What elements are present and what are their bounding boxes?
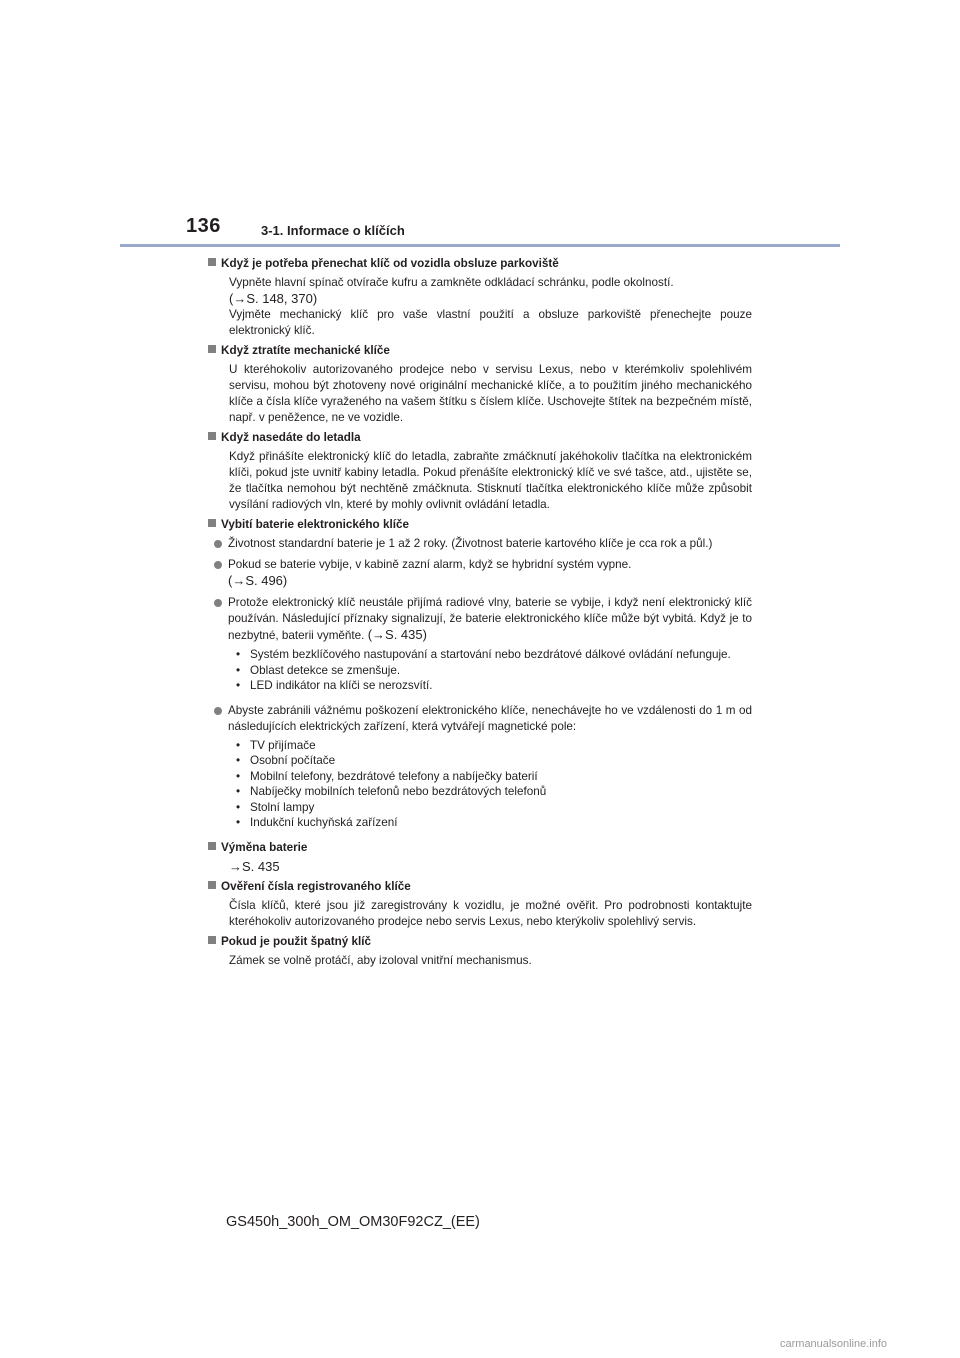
page-content xyxy=(208,256,752,973)
section-valet xyxy=(208,256,752,339)
bullet-list xyxy=(208,536,752,835)
square-marker-icon xyxy=(208,345,216,353)
section-heading: Ověření čísla registrovaného klíče xyxy=(208,879,752,895)
paragraph: Zámek se volně protáčí, aby izoloval vnitřní mechanismus. xyxy=(229,953,532,967)
section-heading: Když ztratíte mechanické klíče xyxy=(208,343,752,359)
section-heading: Vybití baterie elektronického klíče xyxy=(208,517,752,533)
section-title: 3-1. Informace o klíčích xyxy=(261,223,405,238)
section-battery-replacement xyxy=(208,840,752,875)
sub-list xyxy=(228,647,752,694)
square-marker-icon xyxy=(208,519,216,527)
list-item: • Osobní počítače xyxy=(236,754,336,767)
watermark: carmanualsonline.info xyxy=(780,1338,888,1350)
list-item: • Mobilní telefony, bezdrátové telefony a nabíječky baterií xyxy=(236,769,538,783)
bullet-dot-icon xyxy=(214,561,222,569)
section-key-number-check xyxy=(208,879,752,930)
list-item: • Stolní lampy xyxy=(236,800,315,814)
list-item: • Oblast detekce se zmenšuje. xyxy=(236,663,401,677)
section-airplane xyxy=(208,430,752,513)
square-marker-icon xyxy=(208,842,216,850)
square-marker-icon xyxy=(208,258,216,266)
header-divider xyxy=(120,244,840,247)
section-battery-depletion xyxy=(208,517,752,835)
section-heading: Pokud je použit špatný klíč xyxy=(208,934,752,950)
section-heading: Když je potřeba přenechat klíč od vozidla obsluze parkoviště xyxy=(208,256,752,272)
list-item: • TV přijímače xyxy=(236,738,316,752)
list-item: Pokud se baterie vybije, v kabině zazní alarm, když se hybridní systém vypne. (→S. 496) xyxy=(208,557,752,590)
bullet-dot-icon xyxy=(214,707,222,715)
section-heading: Výměna baterie xyxy=(208,840,752,856)
square-marker-icon xyxy=(208,881,216,889)
page-reference: (→S. 435) xyxy=(367,627,427,642)
page-header xyxy=(0,0,960,250)
page-reference: →S. 435 xyxy=(229,858,280,874)
section-lost-keys xyxy=(208,343,752,426)
list-item: Životnost standardní baterie je 1 až 2 roky. (Životnost baterie kartového klíče je cca rok a půl.) xyxy=(208,536,752,552)
list-item: Abyste zabránili vážnému poškození elektronického klíče, nenechávejte ho ve vzdálenosti do 1 m od následujících elektrických zařízení, která vytvářejí magnetické pole: • TV přijímače • Osobní počítače • Mobilní telefony, bezdrátové telefony a nabíječky baterií • Nabíječky mobilních telefonů nebo bezdrátových telefonů • Stolní lampy • Indukční kuchyňská zařízení xyxy=(208,703,752,835)
paragraph: Vyjměte mechanický klíč pro vaše vlastní použití a obsluze parkoviště přenechejte pouze elektronický klíč. xyxy=(229,308,752,337)
list-item: • Systém bezklíčového nastupování a startování nebo bezdrátové dálkové ovládání nefunguje. xyxy=(236,648,731,661)
bullet-dot-icon xyxy=(214,599,222,607)
sub-list xyxy=(228,738,752,831)
page-reference: (→S. 148, 370) xyxy=(229,291,318,306)
page-reference: (→S. 496) xyxy=(228,573,288,588)
document-code: GS450h_300h_OM_OM30F92CZ_(EE) xyxy=(226,1214,480,1230)
section-wrong-key xyxy=(208,934,752,969)
bullet-dot-icon xyxy=(214,540,222,548)
paragraph: U kteréhokoliv autorizovaného prodejce nebo v servisu Lexus, nebo v kterémkoliv spolehlivém servisu, mohou být zhotoveny nové originální mechanické klíče, a to použitím jiného mechanického klíče a čísla klíče vyraženého na vašem štítku s číslem klíče. Uschovejte štítek na bezpečném místě, např. v peněžence, ne ve vozidle. xyxy=(229,363,752,424)
list-item: • Indukční kuchyňská zařízení xyxy=(236,816,398,829)
list-item: • LED indikátor na klíči se nerozsvítí. xyxy=(236,679,433,692)
square-marker-icon xyxy=(208,936,216,944)
page-number: 136 xyxy=(186,215,221,237)
square-marker-icon xyxy=(208,432,216,440)
list-item: • Nabíječky mobilních telefonů nebo bezdrátových telefonů xyxy=(236,785,547,798)
paragraph: Čísla klíčů, které jsou již zaregistrovány k vozidlu, je možné ověřit. Pro podrobnosti kontaktujte kteréhokoliv autorizovaného prodejce nebo servis Lexus, nebo kterýkoliv spolehlivý servis. xyxy=(229,898,752,928)
section-heading: Když nasedáte do letadla xyxy=(208,430,752,446)
paragraph: Vypněte hlavní spínač otvírače kufru a zamkněte odkládací schránku, podle okolností. xyxy=(229,276,674,289)
list-item: Protože elektronický klíč neustále přijímá radiové vlny, baterie se vybije, i když není elektronický klíč používán. Následující příznaky signalizují, že baterie elektronického klíče může být vybitá. Když je to nezbytné, baterii vyměňte. (→S. 435) • Systém bezklíčového nastupování a startování nebo bezdrátové dálkové ovládání nefunguje. • Oblast detekce se zmenšuje. • LED indikátor na klíči se nerozsvítí. xyxy=(208,595,752,698)
paragraph: Když přinášíte elektronický klíč do letadla, zabraňte zmáčknutí jakéhokoliv tlačítka na elektronickém klíči, pokud jste uvnitř kabiny letadla. Pokud přenášíte elektronický klíč ve své tašce, atd., ujistěte se, že tlačítka nemohou být nechtěně zmáčknuta. Stisknutí tlačítka elektronického klíče může způsobit vysílání radiových vln, které by mohly ovlivnit ovládání letadla. xyxy=(229,450,752,511)
